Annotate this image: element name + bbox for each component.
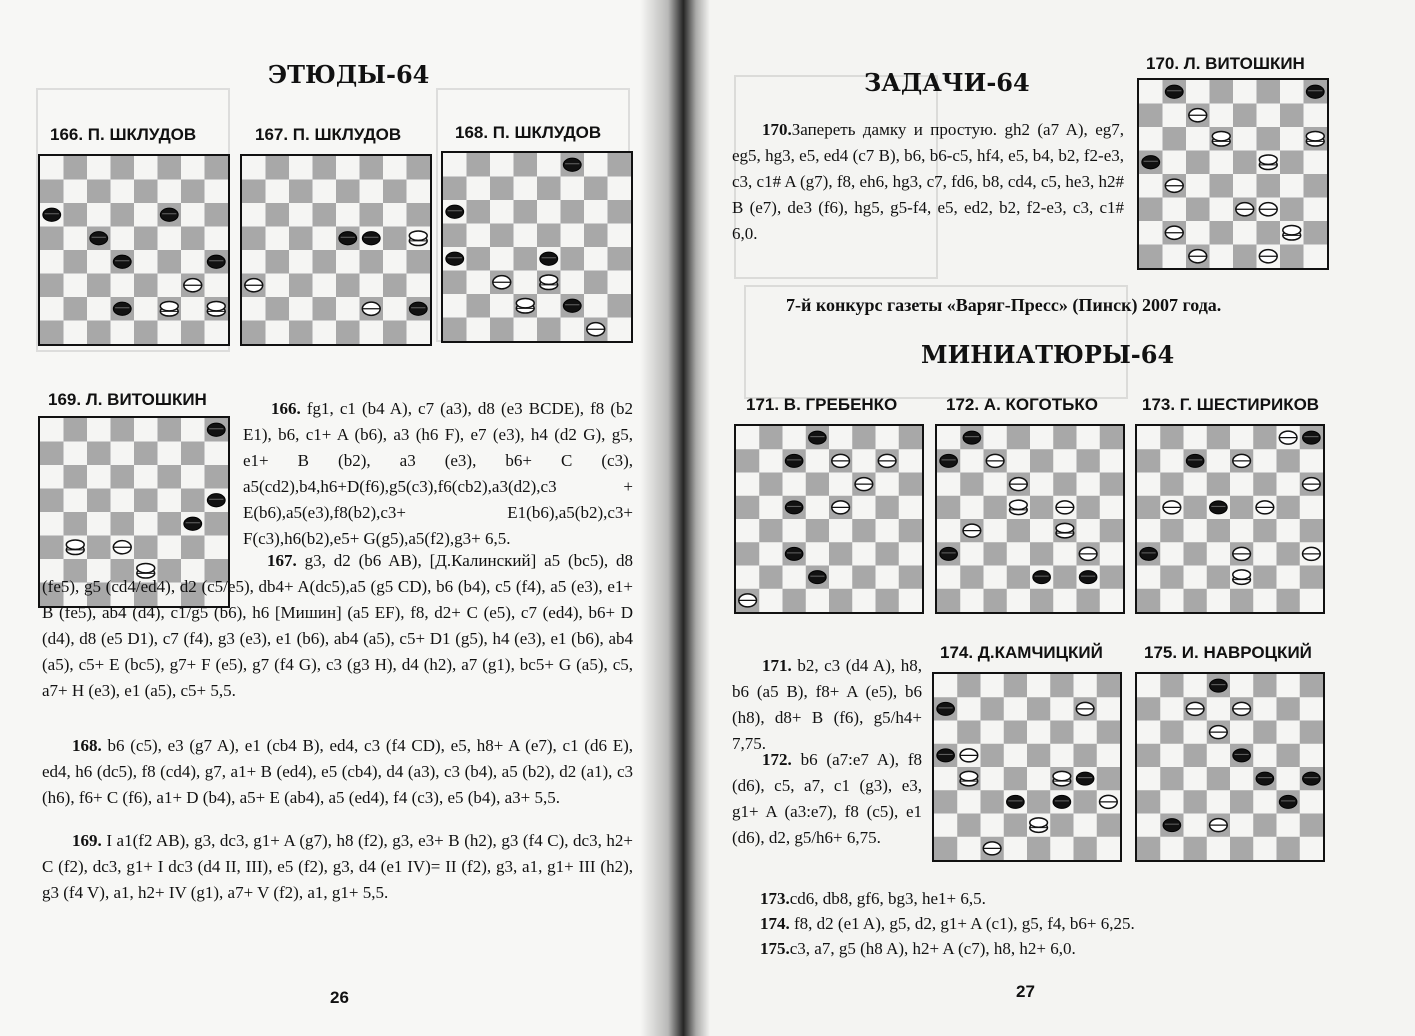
diagram-label-166: 166. П. ШКЛУДОВ [50,125,197,144]
section-title-etudes: ЭТЮДЫ-64 [268,60,430,89]
diagram-label-170: 170. Л. ВИТОШКИН [1146,54,1305,73]
white-piece-f5 [1056,501,1074,514]
white-king-d2 [516,298,534,313]
white-piece-c3 [493,276,511,289]
black-piece-e5 [1233,749,1251,762]
white-king-h5 [409,231,427,246]
white-king-e2 [1030,818,1048,832]
white-piece-h3 [1100,795,1118,808]
white-king-b4 [960,771,978,785]
white-king-g2 [1283,225,1301,240]
black-piece-h8 [1306,85,1324,98]
white-piece-b5 [960,749,978,762]
black-piece-f3 [1053,795,1071,808]
black-piece-h5 [207,494,225,507]
white-king-e2 [1233,570,1251,584]
white-king-f4 [1053,771,1071,785]
black-piece-c7 [1186,454,1204,467]
black-piece-h4 [1303,772,1321,785]
black-piece-f6 [160,208,178,221]
diagram-label-172: 172. А. КОГОТЬКО [946,395,1098,414]
solution-168: 168. b6 (c5), e3 (g7 A), e1 (cb4 B), ed4, c3 (f4 CD), e5, h8+ A (e7), c1 (d6 E), ed4, h6 (dc5), f8 (cd4), g7, a1+ B (ed4), e5 (cb4), d4 (a3), c3 (b4), a5 (b2), d2 (a1), c3 (h6), f6+ C (f6), a1+ D (b4), a5+ E (ab4), a5 (ed4), f4 (c3), e5 (b4), a3+ 5,5. [42,736,634,807]
white-piece-f3 [1259,203,1277,216]
diagram-label-171: 171. В. ГРЕБЕНКО [746,395,898,414]
black-piece-e2 [1033,571,1051,584]
book-spine-shadow [640,0,710,1036]
white-piece-b2 [1165,226,1183,239]
black-piece-d8 [809,431,827,444]
white-piece-h3 [1303,547,1321,560]
solution-169: 169. I a1(f2 AB), g3, dc3, g1+ A (g7), h8 (f2), g3, e3+ B (h2), g3 (f4 C), dc3, h2+ C (f2), dc3, g1+ I dc3 (d4 II, III), e5 (f2), g3, d4 (e1 IV)= II (f2), g3, a1, g1+ III (h2), g3 (f4 V), a1, h2+ IV (g1), a7+ V (f2), a1, g1+ 5,5. [42,831,633,902]
black-piece-d2 [809,571,827,584]
white-king-e3 [540,275,558,290]
white-piece-g7 [1076,702,1094,715]
white-piece-d2 [1210,819,1228,832]
black-piece-f8 [563,158,581,171]
white-piece-e7 [1233,702,1251,715]
black-piece-a7 [940,454,958,467]
left-page [0,0,686,1036]
diagram-label-169: 169. Л. ВИТОШКИН [48,390,207,409]
white-piece-g3 [184,279,202,292]
white-piece-b4 [1165,179,1183,192]
black-piece-c7 [785,454,803,467]
black-piece-a3 [940,547,958,560]
black-piece-b8 [1165,85,1183,98]
solution-175: 175.c3, a7, g5 (h8 A), h2+ A (c7), h8, h2+ 6,0. [760,939,1076,958]
white-king-f4 [1056,523,1074,537]
black-piece-b8 [963,431,981,444]
black-piece-g2 [1079,571,1097,584]
solution-170: 170.Запереть дамку и простую. gh2 (a7 A), eg7, eg5, hg3, e5, ed4 (c7 B), b6, b6-c5, hf4, e5, b4, b2, f2-e3, c3, c1# A (g7), f8, eh6, hg3, c7, fd6, b8, cd4, c5, he3, h2# B (e7), de3 (f6), hg5, g5-f4, e5, ed2, b2, f2-e3, c3, c1# 6,0. [732,120,1124,243]
diagram-label-167: 167. П. ШКЛУДОВ [255,125,402,144]
page-number-left: 26 [330,988,349,1007]
contest-line: 7-й конкурс газеты «Варяг-Пресс» (Пинск) 2007 года. [786,295,1222,315]
checkers-board-170 [1137,78,1329,270]
white-king-d6 [1212,131,1230,146]
black-piece-a3 [1140,547,1158,560]
white-piece-e3 [1233,547,1251,560]
white-king-f5 [1259,155,1277,170]
checkers-board-172 [935,424,1125,614]
checkers-board-166 [38,154,230,346]
black-piece-c3 [785,547,803,560]
white-piece-d6 [1210,726,1228,739]
black-piece-g3 [1279,795,1297,808]
black-piece-e5 [339,232,357,245]
checkers-board-167 [240,154,432,346]
diagram-label-168: 168. П. ШКЛУДОВ [455,123,602,142]
white-piece-f6 [855,478,873,491]
white-piece-g3 [1079,547,1097,560]
section-title-problems: ЗАДАЧИ-64 [864,68,1030,97]
solution-166: 166. fg1, c1 (b4 A), c7 (a3), d8 (e3 BCDE), f8 (b2 E1), b6, c1+ A (b6), a3 (h6 F), e7 (e3), h4 (d2 G), g5, e1+ B (b2), a3 (e3), b6+ C (c3), a5(cd2),b4,h6+D(f6),g5(c3),f6(cb2),a3(d2),c3 + E(b6),a5(e3),f8(b2),c3+ E1(b6),a5(b2),c3+ F(c3),h6(b2),e5+ G(g5),a5(f2),g3+ 6,5. [243,399,634,548]
checkers-board-171 [734,424,924,614]
black-piece-h8 [207,423,225,436]
diagram-label-175: 175. И. НАВРОЦКИЙ [1144,643,1312,662]
white-piece-c7 [1186,702,1204,715]
black-piece-a5 [937,749,955,762]
checkers-board-168 [441,151,633,343]
black-piece-f5 [362,232,380,245]
white-piece-f1 [1259,250,1277,263]
white-piece-b4 [963,524,981,537]
black-piece-a6 [446,205,464,218]
white-piece-d6 [1010,478,1028,491]
solution-171: 171. b2, c3 (d4 A), h8, b6 (a5 B), f8+ A (e5), b6 (h8), d8+ B (f6), g5/h4+ 7,75. [732,656,922,753]
black-piece-h2 [409,302,427,315]
white-piece-a1 [739,594,757,607]
black-piece-d4 [113,255,131,268]
black-piece-a6 [43,208,61,221]
solution-172: 172. b6 (a7:e7 A), f8 (d6), c5, a7, c1 (g3), e3, g1+ A (a3:e7), f8 (c5), e1 (d6), d2, g5/h6+ 6,75. [732,750,922,847]
black-piece-d2 [113,302,131,315]
page-number-right: 27 [1016,982,1035,1001]
white-piece-a3 [245,279,263,292]
white-piece-c1 [983,842,1001,855]
white-piece-b5 [1163,501,1181,514]
right-page [686,0,1415,1036]
white-piece-h6 [1303,478,1321,491]
white-king-h2 [207,301,225,316]
checkers-board-175 [1135,672,1325,862]
white-piece-g8 [1279,431,1297,444]
black-piece-g4 [1076,772,1094,785]
black-piece-d8 [1210,679,1228,692]
solution-173: 173.cd6, db8, gf6, bg3, he1+ 6,5. [760,889,986,908]
black-piece-a4 [446,252,464,265]
black-piece-a7 [937,702,955,715]
black-piece-h8 [1303,431,1321,444]
checkers-board-174 [932,672,1122,862]
white-piece-c7 [986,454,1004,467]
white-piece-e3 [1236,203,1254,216]
black-piece-c5 [785,501,803,514]
white-king-f2 [160,301,178,316]
white-piece-e5 [832,501,850,514]
white-piece-c1 [1189,250,1207,263]
black-piece-d3 [1007,795,1025,808]
black-piece-f4 [1256,772,1274,785]
solution-174: 174. f8, d2 (e1 A), g5, d2, g1+ A (c1), g5, f4, b6+ 6,25. [760,914,1135,933]
white-king-d5 [1010,500,1028,514]
black-piece-g4 [184,517,202,530]
checkers-board-173 [1135,424,1325,614]
black-piece-f2 [563,299,581,312]
white-piece-e7 [1233,454,1251,467]
diagram-label-174: 174. Д.КАМЧИЦКИЙ [940,643,1103,662]
diagram-label-173: 173. Г. ШЕСТИРИКОВ [1142,395,1320,414]
black-piece-a5 [1142,156,1160,169]
white-piece-f5 [1256,501,1274,514]
black-piece-h4 [207,255,225,268]
black-piece-d5 [1210,501,1228,514]
white-piece-g7 [878,454,896,467]
white-king-h6 [1306,131,1324,146]
white-piece-f2 [362,302,380,315]
solution-167: 167. g3, d2 (b6 AB), [Д.Калинский] a5 (bc5), d8 (fe5), g5 (cd4/ed4), d2 (c5/e5), db4+ A(dc5),a5 (g5 CD), b6 (b4), c5 (f4), a5 (e3), e1+ B (fe5), ab4 (d4), c1/g5 (b6), h6 [Мишин] (a5 EF), f8, d2+ C (e5), c7 (ed4), b6+ D (d4), d8 (e5 D1), c7 (f4), g3 (e3), e1 (b6), ab4 (a5), c5+ D1 (g5), h4 (e3), e1 (b6), ab4 (a5), c5+ E (bc5), g7+ F (e5), g7 (f4 G), c3 (g3 H), d4 (h2), a7 (g1), bc5+ G (a5), c5, a7+ H (e3), e1 (a5), c5+ 5,5. [42,551,634,700]
white-piece-e7 [832,454,850,467]
black-piece-e4 [540,252,558,265]
white-piece-g1 [587,323,605,336]
section-title-miniatures: МИНИАТЮРЫ-64 [921,340,1175,369]
white-piece-c7 [1189,109,1207,122]
black-piece-c5 [90,232,108,245]
black-piece-b2 [1163,819,1181,832]
